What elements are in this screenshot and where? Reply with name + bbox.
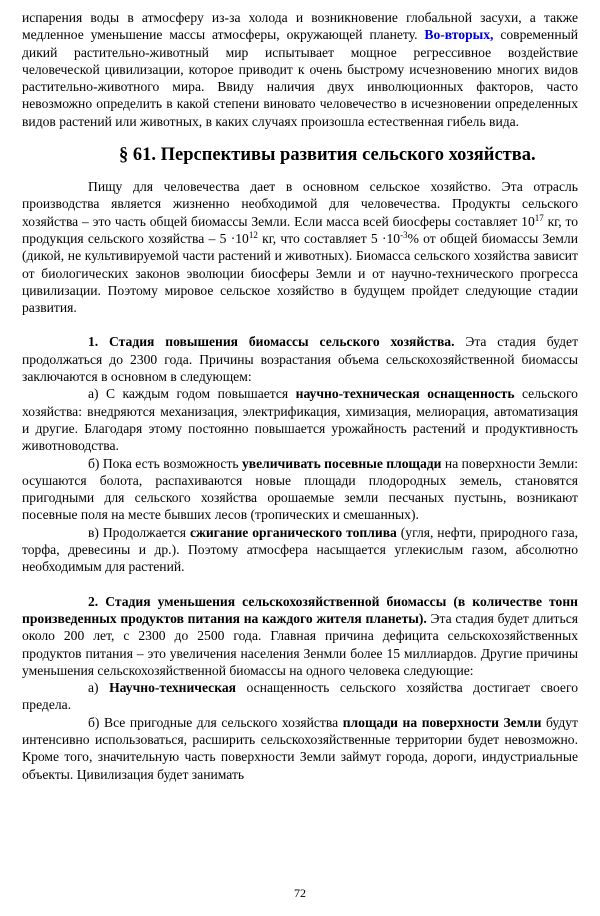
paragraph-stage-2-a [22,679,578,714]
stage-1-title: 1. Стадия повышения биомассы сельского хозяйства. [88,334,455,350]
text-run: современный дикий растительно-животный мир испытывает мощное регрессивное воздействие человеческой цивилизации, которое приводит к очень быстрому исчезновению многих видов растительно-животного мира. Ввиду наличия двух инволюционных факторов, часто невозможно определить в какой степени виновато человечество в исчезновении определенных видов растений или животных, в каких случаях произошла естественная гибель вида. [22,27,579,129]
text-run: на поверхности Земли: осушаются болота, распахиваются новые площади плодородных земель, становятся пригодными для сельского хозяйства орошаемые земли песчаных пустынь, возникают посевные поля на месте бывших лесов (тропических и смешанных). [22,455,579,523]
section-title: § 61. Перспективы развития сельского хозяйства. [119,145,536,166]
text-run: испарения воды в атмосферу из-за холода и возникновение глобальной засухи, а также медленное уменьшение массы атмосферы, окружающей планету. [22,10,578,43]
bold-term: сжигание органического топлива [189,524,397,540]
superscript: -3 [400,229,408,240]
stage-2-title: 2. Стадия уменьшения сельскохозяйственной биомассы (в количестве тонн произведенных продуктов питания на каждого жителя планеты). [22,593,578,626]
text-run: % от общей биомассы Земли (дикой, не культивируемой части растений и животных). Биомасса сельского хозяйства зависит от биологических законов эволюции биосферы Земли и от научно-технического прогресса цивилизации. Поэтому мировое сельское хозяйство в будущем пройдет следующие стадии развития. [22,230,578,316]
text-run: а) С каждым годом повышается [88,386,296,402]
paragraph-stage-1-b [22,455,578,524]
text-run: (угля, нефти, природного газа, торфа, древесины и др.). Поэтому атмосфера насыщается углекислым газом, абсолютно необходимым для растений. [22,524,578,575]
bold-term: Научно-техническая [109,680,236,696]
superscript: 17 [534,212,544,223]
paragraph-stage-1 [22,333,578,385]
spacer [22,316,578,333]
superscript: 12 [248,229,258,240]
text-run: б) Пока есть возможность [88,455,242,471]
paragraph-stage-1-a [22,385,578,454]
spacer [22,576,578,593]
paragraph-intro [22,9,578,130]
text-run: б) Все пригодные для сельского хозяйства [88,714,343,730]
text-run: а) [88,680,110,696]
highlight-secondly: Во-вторых, [424,27,494,43]
text-run: оснащенность сельского хозяйства достигает своего предела. [22,680,578,713]
bold-term: увеличивать посевные площади [242,455,442,471]
bold-term: научно-техническая оснащенность [295,386,515,402]
bold-term: площади на поверхности Земли [342,714,542,730]
text-run: Эта стадия будет продолжаться до 2300 года. Причины возрастания объема сельскохозяйственной биомассы заключаются в основном в следующем: [22,334,579,385]
text-run: кг, что составляет 5 ·10 [257,230,401,246]
text-run: сельского хозяйства: внедряются механизация, электрификация, химизация, мелиорация, автоматизация и другие. Благодаря этому постоянно повышается урожайность растений и продуктивность животноводства. [22,386,578,454]
paragraph-stage-1-v [22,524,578,576]
text-run: будут интенсивно использоваться, расширить сельскохозяйственные территории будет невозможно. Кроме того, значительную часть поверхности Земли займут города, дороги, индустриальные объекты. Цивилизация будет занимать [22,714,578,782]
text-run: Эта стадия будет длиться около 200 лет, с 2300 до 2500 года. Главная причина дефицита сельскохозяйственных продуктов питания – это увеличения населения Зенмли более 15 миллиардов. Другие причины уменьшения сельскохозяйственной биомассы на одного человека следующие: [22,610,578,678]
text-run: в) Продолжается [88,524,190,540]
paragraph-stage-2-b [22,714,578,783]
text-run: кг, то продукция сельского хозяйства – 5 ·10 [22,213,579,246]
paragraph-stage-2 [22,593,578,679]
text-run: Пищу для человечества дает в основном сельское хозяйство. Эта отрасль производства является жизненно необходимой для человечества. Продукты сельского хозяйства – это часть общей биомассы Земли. Если масса всей биосферы составляет 10 [22,179,578,229]
page-number: 72 [294,886,306,900]
paragraph-agriculture [22,178,578,316]
